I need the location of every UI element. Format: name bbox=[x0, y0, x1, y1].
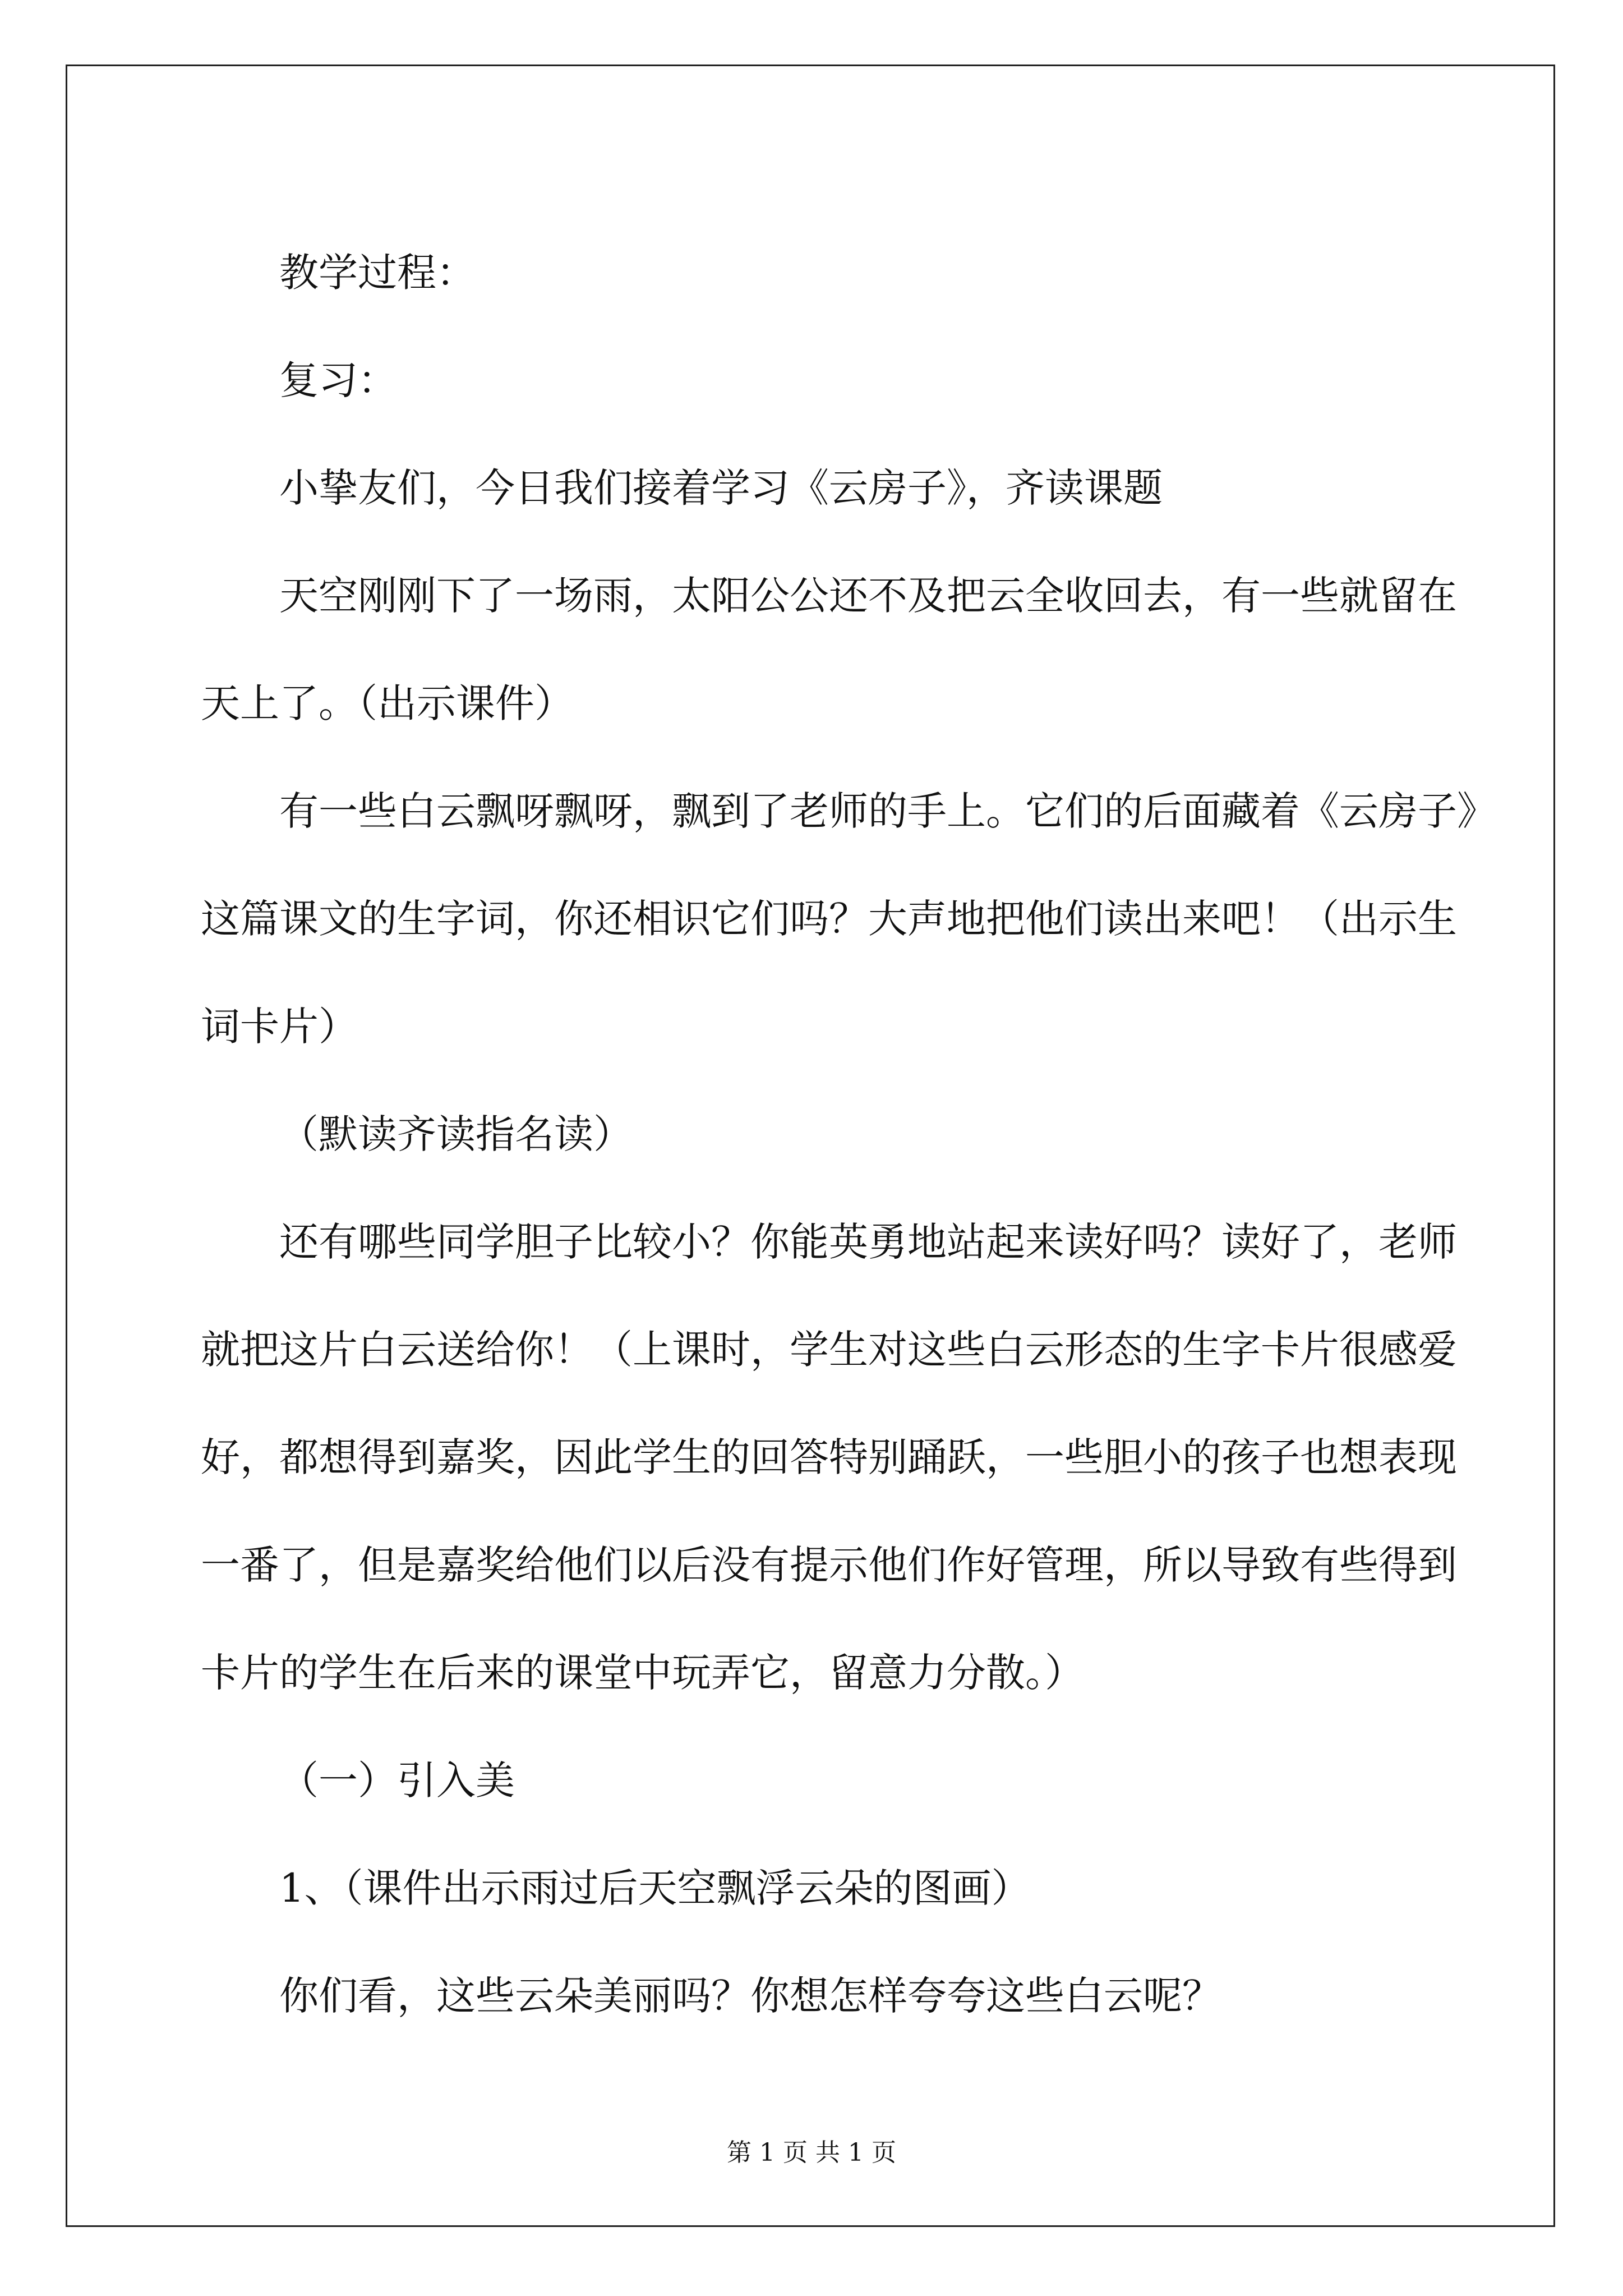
document-body bbox=[201, 219, 1479, 2050]
paragraph-intro: 小挚友们，今日我们接着学习《云房子》，齐读课题 bbox=[279, 465, 1163, 511]
paragraph-reading: （默读齐读指名读） bbox=[279, 1111, 633, 1157]
paragraph-rain: 天空刚刚下了一场雨，太阳公公还不及把云全收回去，有一些就留在天上了。（出示课件） bbox=[201, 573, 1457, 726]
page-footer: 第 1 页 共 1 页 bbox=[727, 2138, 896, 2167]
paragraph-question: 你们看，这些云朵美丽吗？你想怎样夸夸这些白云呢？ bbox=[279, 1973, 1221, 2019]
paragraph-item-1: 1、（课件出示雨过后天空飘浮云朵的图画） bbox=[279, 1865, 1031, 1911]
section-heading-intro-beauty: （一）引入美 bbox=[279, 1757, 515, 1803]
paragraph-teaching-process: 教学过程： bbox=[279, 250, 476, 296]
paragraph-clouds-cards: 有一些白云飘呀飘呀，飘到了老师的手上。它们的后面藏着《云房子》这篇课文的生字词，你还相识它们吗？大声地把他们读出来吧！（出示生词卡片） bbox=[201, 788, 1477, 1050]
paragraph-review: 复习： bbox=[279, 357, 397, 403]
paragraph-shy-students: 还有哪些同学胆子比较小？你能英勇地站起来读好吗？读好了，老师就把这片白云送给你！（上课时，学生对这些白云形态的生字卡片很感爱好，都想得到嘉奖，因此学生的回答特别踊跃，一些胆小的孩子也想表现一番了，但是嘉奖给他们以后没有提示他们作好管理，所以导致有些得到卡片的学生在后来的课堂中玩弄它，留意力分散。） bbox=[201, 1219, 1457, 1696]
